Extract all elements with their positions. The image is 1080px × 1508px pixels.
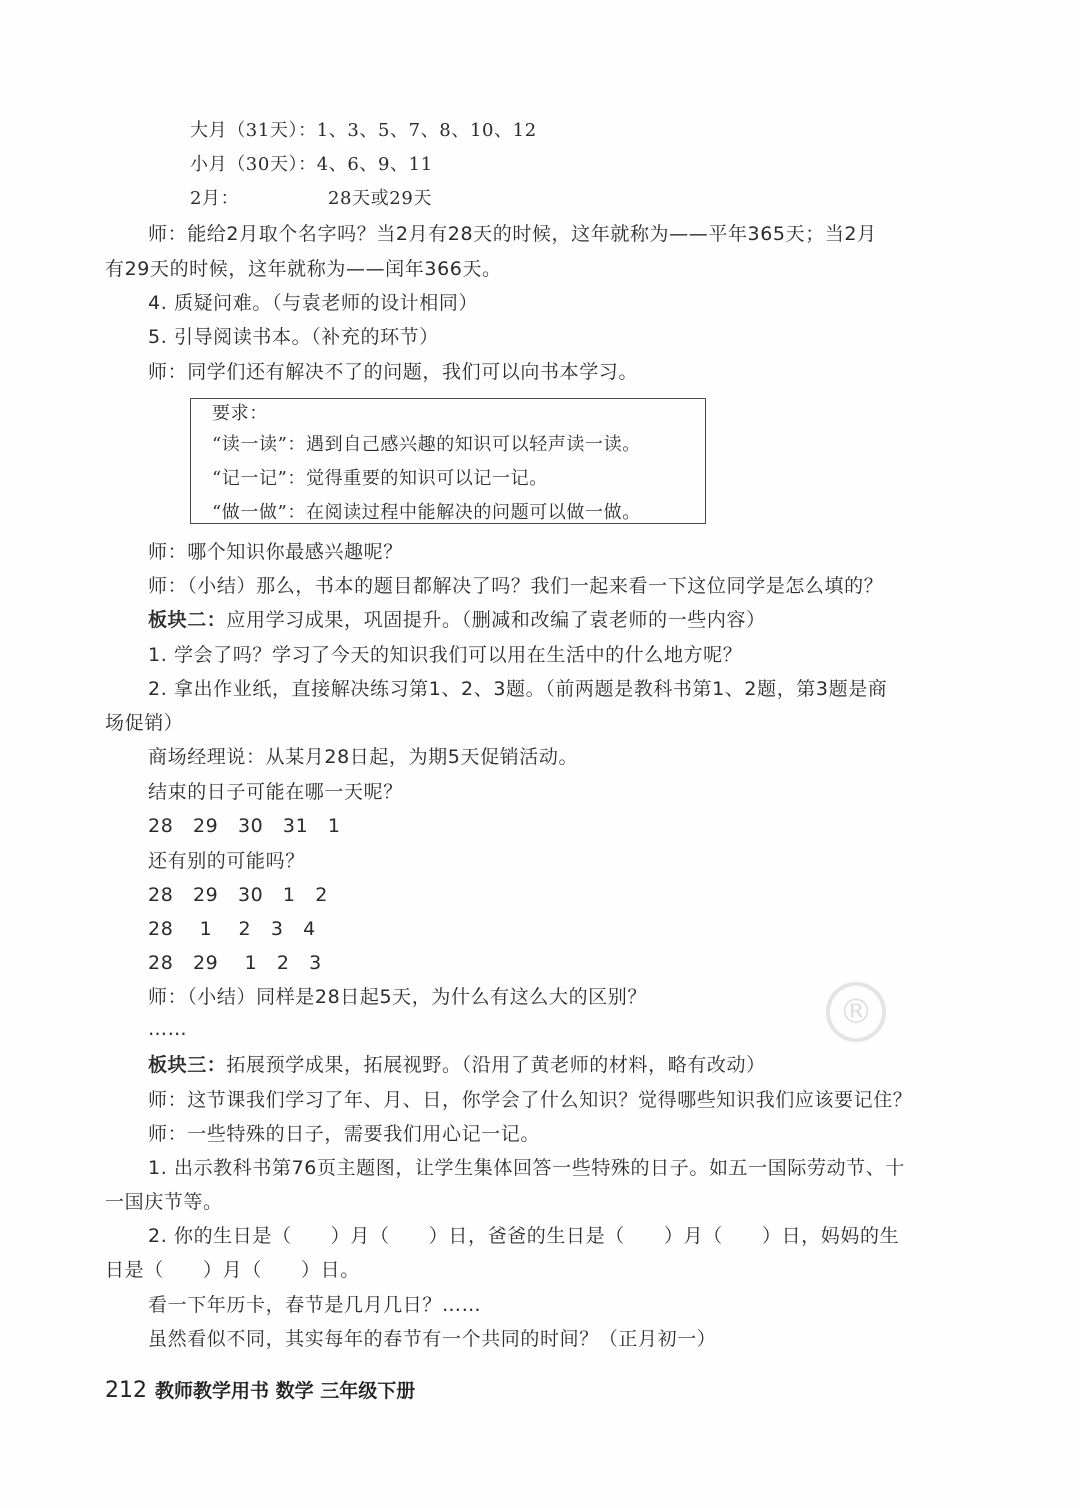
text-line-february-label: 2月：: [190, 188, 240, 209]
text-line: 结束的日子可能在哪一天呢？: [148, 781, 403, 803]
text-line: 1. 出示教科书第76页主题图，让学生集体回答一些特殊的日子。如五一国际劳动节、十: [148, 1157, 905, 1179]
text-line: 1. 学会了吗？学习了今天的知识我们可以用在生活中的什么地方呢？: [148, 644, 743, 666]
block-title: 拓展预学成果，拓展视野。（沿用了黄老师的材料，略有改动）: [226, 1054, 766, 1076]
requirements-heading: 要求：: [212, 403, 268, 424]
text-line: 虽然看似不同，其实每年的春节有一个共同的时间？（正月初一）: [148, 1328, 717, 1350]
text-line: 师：（小结）同样是28日起5天，为什么有这么大的区别？: [148, 986, 647, 1008]
requirement-item: “读一读”：遇到自己感兴趣的知识可以轻声读一读。: [212, 434, 641, 455]
section-heading-block2: [148, 607, 766, 633]
text-line: 师：哪个知识你最感兴趣呢？: [148, 541, 403, 563]
book-title: 教师教学用书 数学 三年级下册: [155, 1380, 416, 1402]
text-line: 商场经理说：从某月28日起，为期5天促销活动。: [148, 746, 579, 768]
text-line: 师：（小结）那么，书本的题目都解决了吗？我们一起来看一下这位同学是怎么填的？: [148, 575, 884, 597]
text-line: 一国庆节等。: [105, 1191, 223, 1213]
requirement-item: “记一记”：觉得重要的知识可以记一记。: [212, 468, 548, 489]
ellipsis: ……: [148, 1018, 188, 1040]
text-line: 师：同学们还有解决不了的问题，我们可以向书本学习。: [148, 361, 639, 383]
text-line: 还有别的可能吗？: [148, 850, 305, 872]
text-line-february-days: 28天或29天: [328, 188, 433, 209]
text-line: 5. 引导阅读书本。（补充的环节）: [148, 326, 439, 348]
text-line: 2. 拿出作业纸，直接解决练习第1、2、3题。（前两题是教科书第1、2题，第3题是商: [148, 678, 888, 700]
text-line: 看一下年历卡，春节是几月几日？……: [148, 1294, 482, 1316]
number-sequence: 28 1 2 3 4: [148, 918, 316, 940]
text-line: 场促销）: [105, 712, 184, 734]
text-line: 日是（ ）月（ ）日。: [105, 1259, 360, 1281]
text-line: 4. 质疑问难。（与袁老师的设计相同）: [148, 292, 479, 314]
block-title: 应用学习成果，巩固提升。（删减和改编了袁老师的一些内容）: [226, 609, 766, 631]
text-line: 有29天的时候，这年就称为——闰年366天。: [105, 258, 502, 280]
text-line: 师：这节课我们学习了年、月、日，你学会了什么知识？觉得哪些知识我们应该要记住？: [148, 1089, 913, 1111]
text-line-big-months: 大月（31天）：1、3、5、7、8、10、12: [190, 120, 537, 141]
text-line-small-months: 小月（30天）：4、6、9、11: [190, 154, 433, 175]
number-sequence: 28 29 1 2 3: [148, 952, 322, 974]
requirement-item: “做一做”：在阅读过程中能解决的问题可以做一做。: [212, 502, 641, 523]
block-label: 板块三：: [148, 1054, 227, 1076]
number-sequence: 28 29 30 1 2: [148, 884, 328, 906]
text-line: 师：一些特殊的日子，需要我们用心记一记。: [148, 1123, 541, 1145]
section-heading-block3: [148, 1052, 766, 1078]
number-sequence: 28 29 30 31 1: [148, 815, 341, 837]
page-footer: [105, 1378, 415, 1404]
page-number: 212: [105, 1378, 147, 1403]
watermark-registered-mark: ®: [826, 982, 886, 1042]
block-label: 板块二：: [148, 609, 227, 631]
text-line: 2. 你的生日是（ ）月（ ）日，爸爸的生日是（ ）月（ ）日，妈妈的生: [148, 1225, 900, 1247]
text-line: 师：能给2月取个名字吗？当2月有28天的时候，这年就称为——平年365天；当2月: [148, 223, 877, 245]
